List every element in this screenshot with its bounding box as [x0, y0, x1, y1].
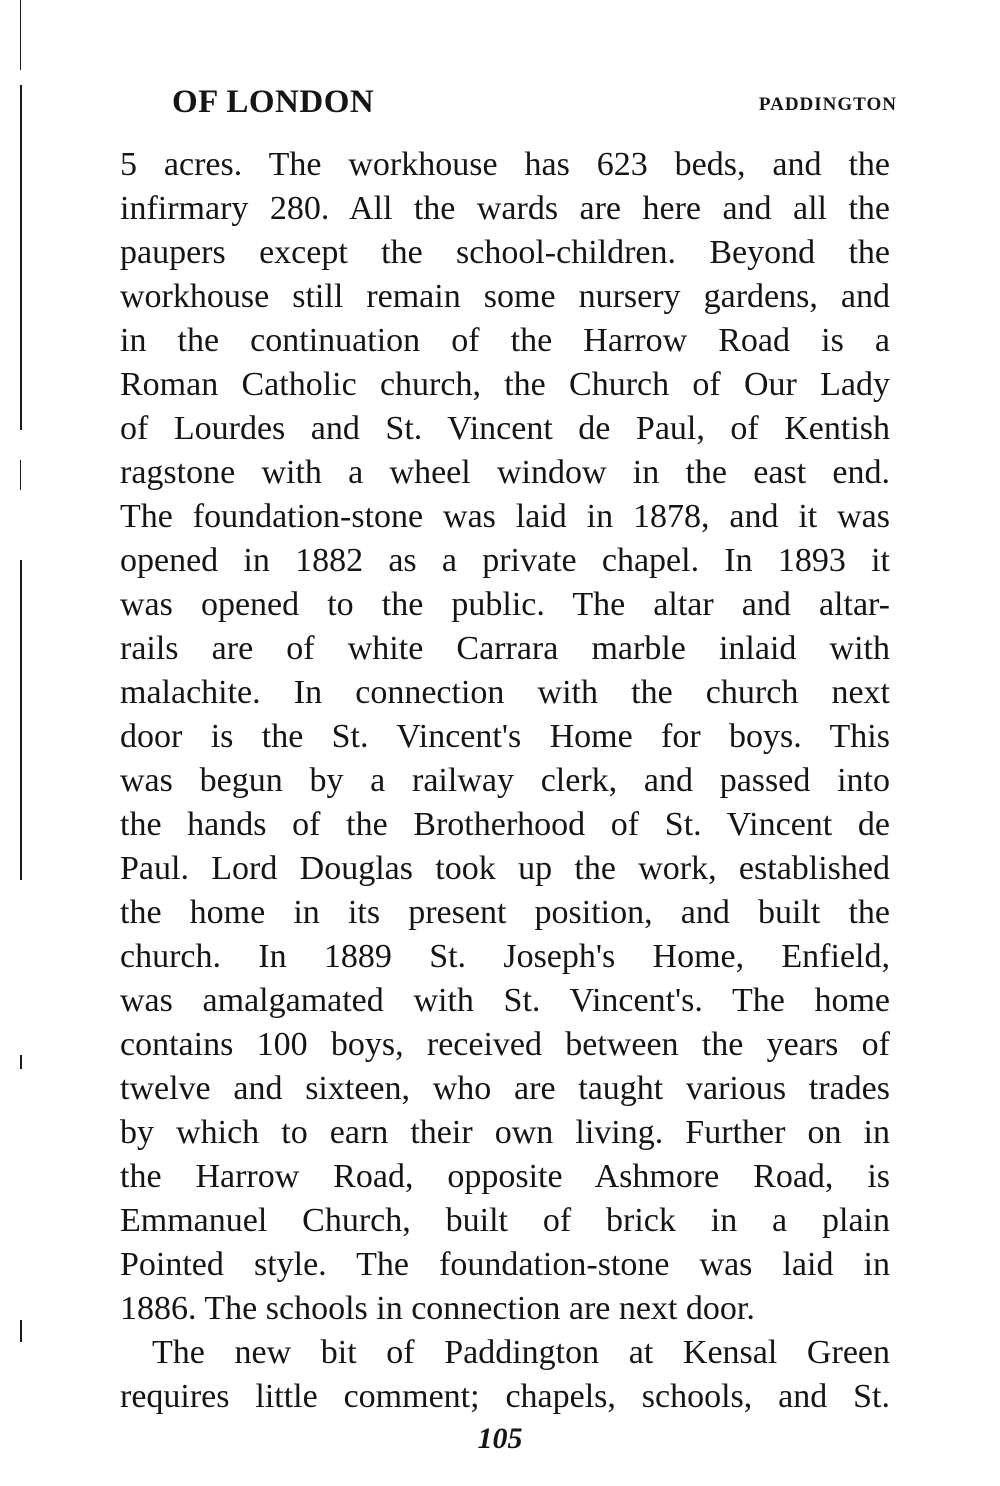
text-line: Paul. Lord Douglas took up the work, established [120, 850, 890, 887]
running-head [172, 84, 897, 132]
text-line: Emmanuel Church, built of brick in a plain [120, 1202, 890, 1239]
text-line: paupers except the school-children. Beyond the [120, 234, 890, 271]
paragraph [120, 1331, 890, 1419]
text-line: requires little comment; chapels, schools, and St. [120, 1378, 890, 1415]
running-head-section: PADDINGTON [758, 94, 897, 115]
binding-edge-mark [20, 560, 22, 880]
text-line: was opened to the public. The altar and altar- [120, 586, 890, 623]
text-line: malachite. In connection with the church next [120, 674, 890, 711]
text-line: was begun by a railway clerk, and passed into [120, 762, 890, 799]
text-line: The foundation-stone was laid in 1878, and it was [120, 498, 890, 535]
text-line: Roman Catholic church, the Church of Our Lady [120, 366, 890, 403]
text-line: the home in its present position, and built the [120, 894, 890, 931]
text-line: 5 acres. The workhouse has 623 beds, and the [120, 146, 890, 183]
text-line: opened in 1882 as a private chapel. In 1893 it [120, 542, 890, 579]
paragraph [120, 143, 890, 1331]
text-line: was amalgamated with St. Vincent's. The home [120, 982, 890, 1019]
body-text [120, 143, 890, 1419]
text-line: The new bit of Paddington at Kensal Green [152, 1334, 890, 1371]
binding-edge-mark [20, 0, 21, 70]
text-line: the hands of the Brotherhood of St. Vincent de [120, 806, 890, 843]
text-line: by which to earn their own living. Further on in [120, 1114, 890, 1151]
binding-edge-mark [20, 460, 21, 490]
text-line: the Harrow Road, opposite Ashmore Road, is [120, 1158, 890, 1195]
text-line: Pointed style. The foundation-stone was laid in [120, 1246, 890, 1283]
text-line: of Lourdes and St. Vincent de Paul, of Kentish [120, 410, 890, 447]
text-line: rails are of white Carrara marble inlaid with [120, 630, 890, 667]
text-line: in the continuation of the Harrow Road is a [120, 322, 890, 359]
binding-edge-mark [20, 85, 22, 430]
text-line: door is the St. Vincent's Home for boys. This [120, 718, 890, 755]
text-line: infirmary 280. All the wards are here and all the [120, 190, 890, 227]
text-line: contains 100 boys, received between the years of [120, 1026, 890, 1063]
binding-edge-mark [20, 1320, 22, 1342]
text-line: 1886. The schools in connection are next door. [120, 1290, 755, 1327]
running-head-title: OF LONDON [172, 84, 375, 120]
text-line: twelve and sixteen, who are taught various trades [120, 1070, 890, 1107]
text-line: church. In 1889 St. Joseph's Home, Enfield, [120, 938, 890, 975]
text-line: ragstone with a wheel window in the east end. [120, 454, 890, 491]
page-number: 105 [477, 1422, 523, 1455]
text-line: workhouse still remain some nursery gardens, and [120, 278, 890, 315]
binding-edge-mark [20, 1055, 22, 1069]
